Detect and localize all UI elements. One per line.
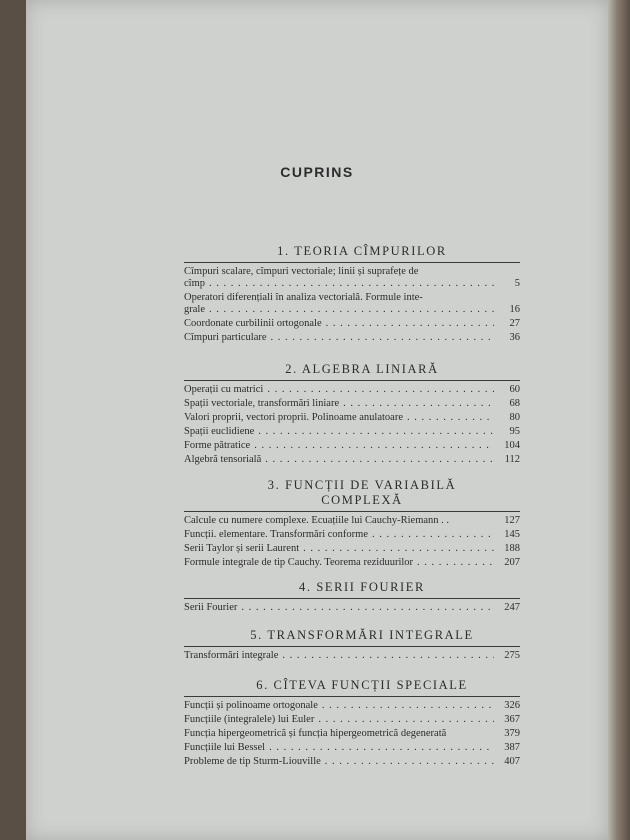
page-number: 145 — [504, 529, 520, 540]
toc-entry: Spații euclidiene . . . 95 — [184, 426, 520, 438]
toc-entry: Funcții. elementare. Transformări conforme . . . 145 — [184, 529, 520, 541]
toc-entry: Probleme de tip Sturm-Liouville . . . 407 — [184, 756, 520, 768]
toc-entry: Cîmpuri particulare . . . 36 — [184, 332, 520, 344]
section-5 — [184, 628, 520, 662]
toc-entry: Serii Fourier . . . 247 — [184, 602, 520, 614]
toc-entry: Serii Taylor și serii Laurent . . . 188 — [184, 543, 520, 555]
page-number: 112 — [504, 454, 520, 465]
page-number: 407 — [504, 756, 520, 767]
toc-entry: Funcțiile (integralele) lui Euler . . . 367 — [184, 714, 520, 726]
toc-entry: Funcțiile lui Bessel . . . 387 — [184, 742, 520, 754]
page-number: 247 — [504, 602, 520, 613]
section-title: 5. TRANSFORMĂRI INTEGRALE — [250, 628, 474, 642]
toc-entry: cîmp . . . 5 — [184, 278, 520, 290]
section-2 — [184, 362, 520, 466]
section-title: 6. CÎTEVA FUNCȚII SPECIALE — [256, 678, 468, 692]
entry-line: Cîmpuri scalare, cîmpuri vectoriale; linii și suprafețe de — [184, 266, 419, 277]
toc-entry: Spații vectoriale, transformări liniare . . . 68 — [184, 398, 520, 410]
page-number: 379 — [504, 728, 520, 739]
section-6 — [184, 678, 520, 768]
toc-entry: Transformări integrale . . . 275 — [184, 650, 520, 662]
section-title: 4. SERII FOURIER — [299, 580, 425, 594]
page-number: 36 — [509, 332, 520, 343]
divider — [184, 262, 520, 263]
page-edge — [608, 0, 630, 840]
page-number: 68 — [509, 398, 520, 409]
page-number: 60 — [509, 384, 520, 395]
toc-entry: Funcția hipergeometrică și funcția hipergeometrică degenerată 379 — [184, 728, 520, 739]
toc-entry: Algebră tensorială . . . 112 — [184, 454, 520, 466]
page-number: 275 — [504, 650, 520, 661]
section-3 — [184, 478, 520, 569]
page-number: 326 — [504, 700, 520, 711]
toc-entry: Operații cu matrici . . . 60 — [184, 384, 520, 396]
section-title: 2. ALGEBRA LINIARĂ — [285, 362, 439, 376]
divider — [184, 380, 520, 381]
page-number: 367 — [504, 714, 520, 725]
page-number: 27 — [509, 318, 520, 329]
toc-entry: Formule integrale de tip Cauchy. Teorema reziduurilor . . . 207 — [184, 557, 520, 569]
section-title: 1. TEORIA CÎMPURILOR — [277, 244, 447, 258]
toc-entry: Funcții și polinoame ortogonale . . . 326 — [184, 700, 520, 712]
toc-entry: Forme pătratice . . . 104 — [184, 440, 520, 452]
page-number: 127 — [504, 515, 520, 526]
section-title-cont: COMPLEXĂ — [321, 493, 403, 507]
toc-entry: Valori proprii, vectori proprii. Polinoame anulatoare . . . 80 — [184, 412, 520, 424]
section-1 — [184, 244, 520, 344]
page-number: 387 — [504, 742, 520, 753]
page-number: 16 — [509, 304, 520, 315]
toc-entry: grale . . . 16 — [184, 304, 520, 316]
page-number: 5 — [514, 278, 520, 289]
section-title: 3. FUNCȚII DE VARIABILĂ — [267, 478, 457, 492]
divider — [184, 511, 520, 512]
page-number: 104 — [504, 440, 520, 451]
divider — [184, 696, 520, 697]
page-number: 80 — [509, 412, 520, 423]
divider — [184, 598, 520, 599]
section-4 — [184, 580, 520, 614]
page-number: 207 — [504, 557, 520, 568]
page-number: 188 — [504, 543, 520, 554]
divider — [184, 646, 520, 647]
toc-entry: Coordonate curbilinii ortogonale . . . 27 — [184, 318, 520, 330]
page-number: 95 — [509, 426, 520, 437]
page-title: CUPRINS — [280, 164, 354, 180]
entry-line: Operatori diferențiali în analiza vectorială. Formule inte- — [184, 292, 423, 303]
book-page — [26, 0, 608, 840]
toc-entry: Calcule cu numere complexe. Ecuațiile lui Cauchy-Riemann . . 127 — [184, 515, 520, 526]
